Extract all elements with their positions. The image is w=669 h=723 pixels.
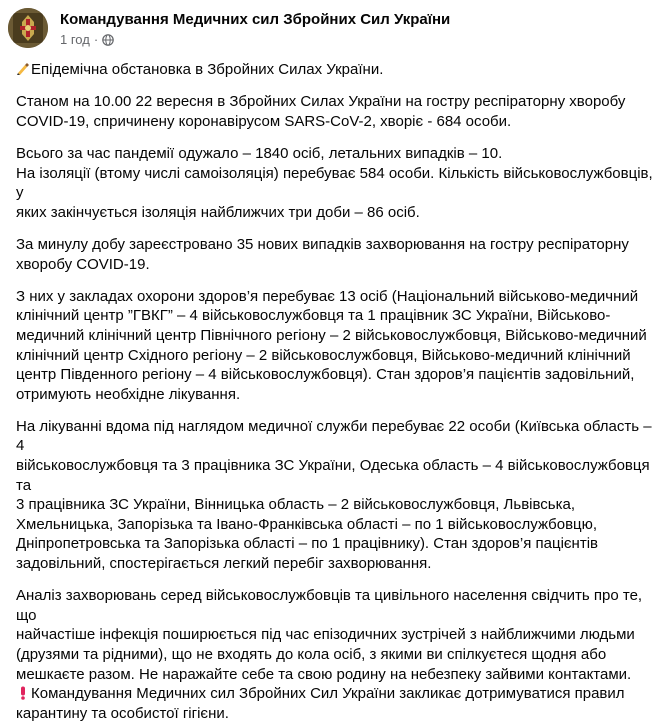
post-subline [60, 31, 450, 49]
emblem-icon [8, 8, 48, 48]
separator-dot: · [93, 32, 99, 47]
post-paragraph: З них у закладах охорони здоров’я перебуває 13 осіб (Національний військово-медичний клінічний центр ”ГВКГ” – 4 військовослужбовця та 1 працівник ЗС України, Військово- медичний клінічний центр Північного регіону – 2 військовослужбовця, Військово-медичний клінічний центр Східного регіону – 2 військовослужбовця, Військово-медичний клінічний центр Південного регіону – 4 військовослужбовця). Стан здоров’я пацієнтів задовільний, отримують необхідне лікування. [16, 287, 647, 403]
post-paragraph: За минулу добу зареєстровано 35 нових випадків захворювання на гостру респіраторну хворобу COVID-19. [16, 235, 629, 273]
post-paragraph: Станом на 10.00 22 вересня в Збройних Силах України на гостру респіраторну хворобу COVID-19, спричинену коронавірусом SARS-CoV-2, хворіє - 684 особи. [16, 93, 626, 130]
post-paragraph: Командування Медичних сил Збройних Сил України закликає дотримуватися правил карантину та особистої гігієни. [16, 685, 625, 722]
post-header [8, 8, 450, 49]
globe-icon[interactable] [102, 34, 114, 46]
page-name-link[interactable]: Командування Медичних сил Збройних Сил України [60, 11, 451, 28]
exclamation-mark-icon [16, 686, 30, 700]
page-avatar[interactable] [8, 8, 48, 48]
post-body [16, 60, 661, 723]
post-paragraph: На лікуванні вдома під наглядом медичної служби перебуває 22 особи (Київська область – 4 військовослужбовця та 3 працівника ЗС України, Одеська область – 4 військовослужбовця та 3 працівника ЗС України, Вінницька область – 2 військовослужбовця, Львівська, Хмельницька, Запорізька та Івано-Франківська області – по 1 військовослужбовцю, Дніпропетровська та Запорізька області – по 1 працівнику). Стан здоров’я пацієнтів задовільний, спостерігається легкий перебіг захворювання. [16, 417, 652, 573]
writing-hand-icon [16, 62, 30, 76]
post-paragraph: Епідемічна обстановка в Збройних Силах України. [16, 60, 661, 80]
post-timestamp[interactable]: 1 год [60, 32, 90, 47]
post-paragraph: Аналіз захворювань серед військовослужбовців та цивільного населення свідчить про те, що найчастіше інфекція поширюється під час епізодичних зустрічей з найближчими людьми (друзями та рідними), що не входять до кола осіб, з якими ви спілкуєтеся щодня або мешкаєте разом. Не наражайте себе та свою родину на небезпеку зайвими контактами. [16, 587, 643, 683]
post-paragraph: Всього за час пандемії одужало – 1840 осіб, летальних випадків – 10. На ізоляції (втому числі самоізоляція) перебуває 584 особи. Кількість військовослужбовців, у яких закінчується ізоляція найближчих три доби – 86 осіб. [16, 144, 653, 221]
